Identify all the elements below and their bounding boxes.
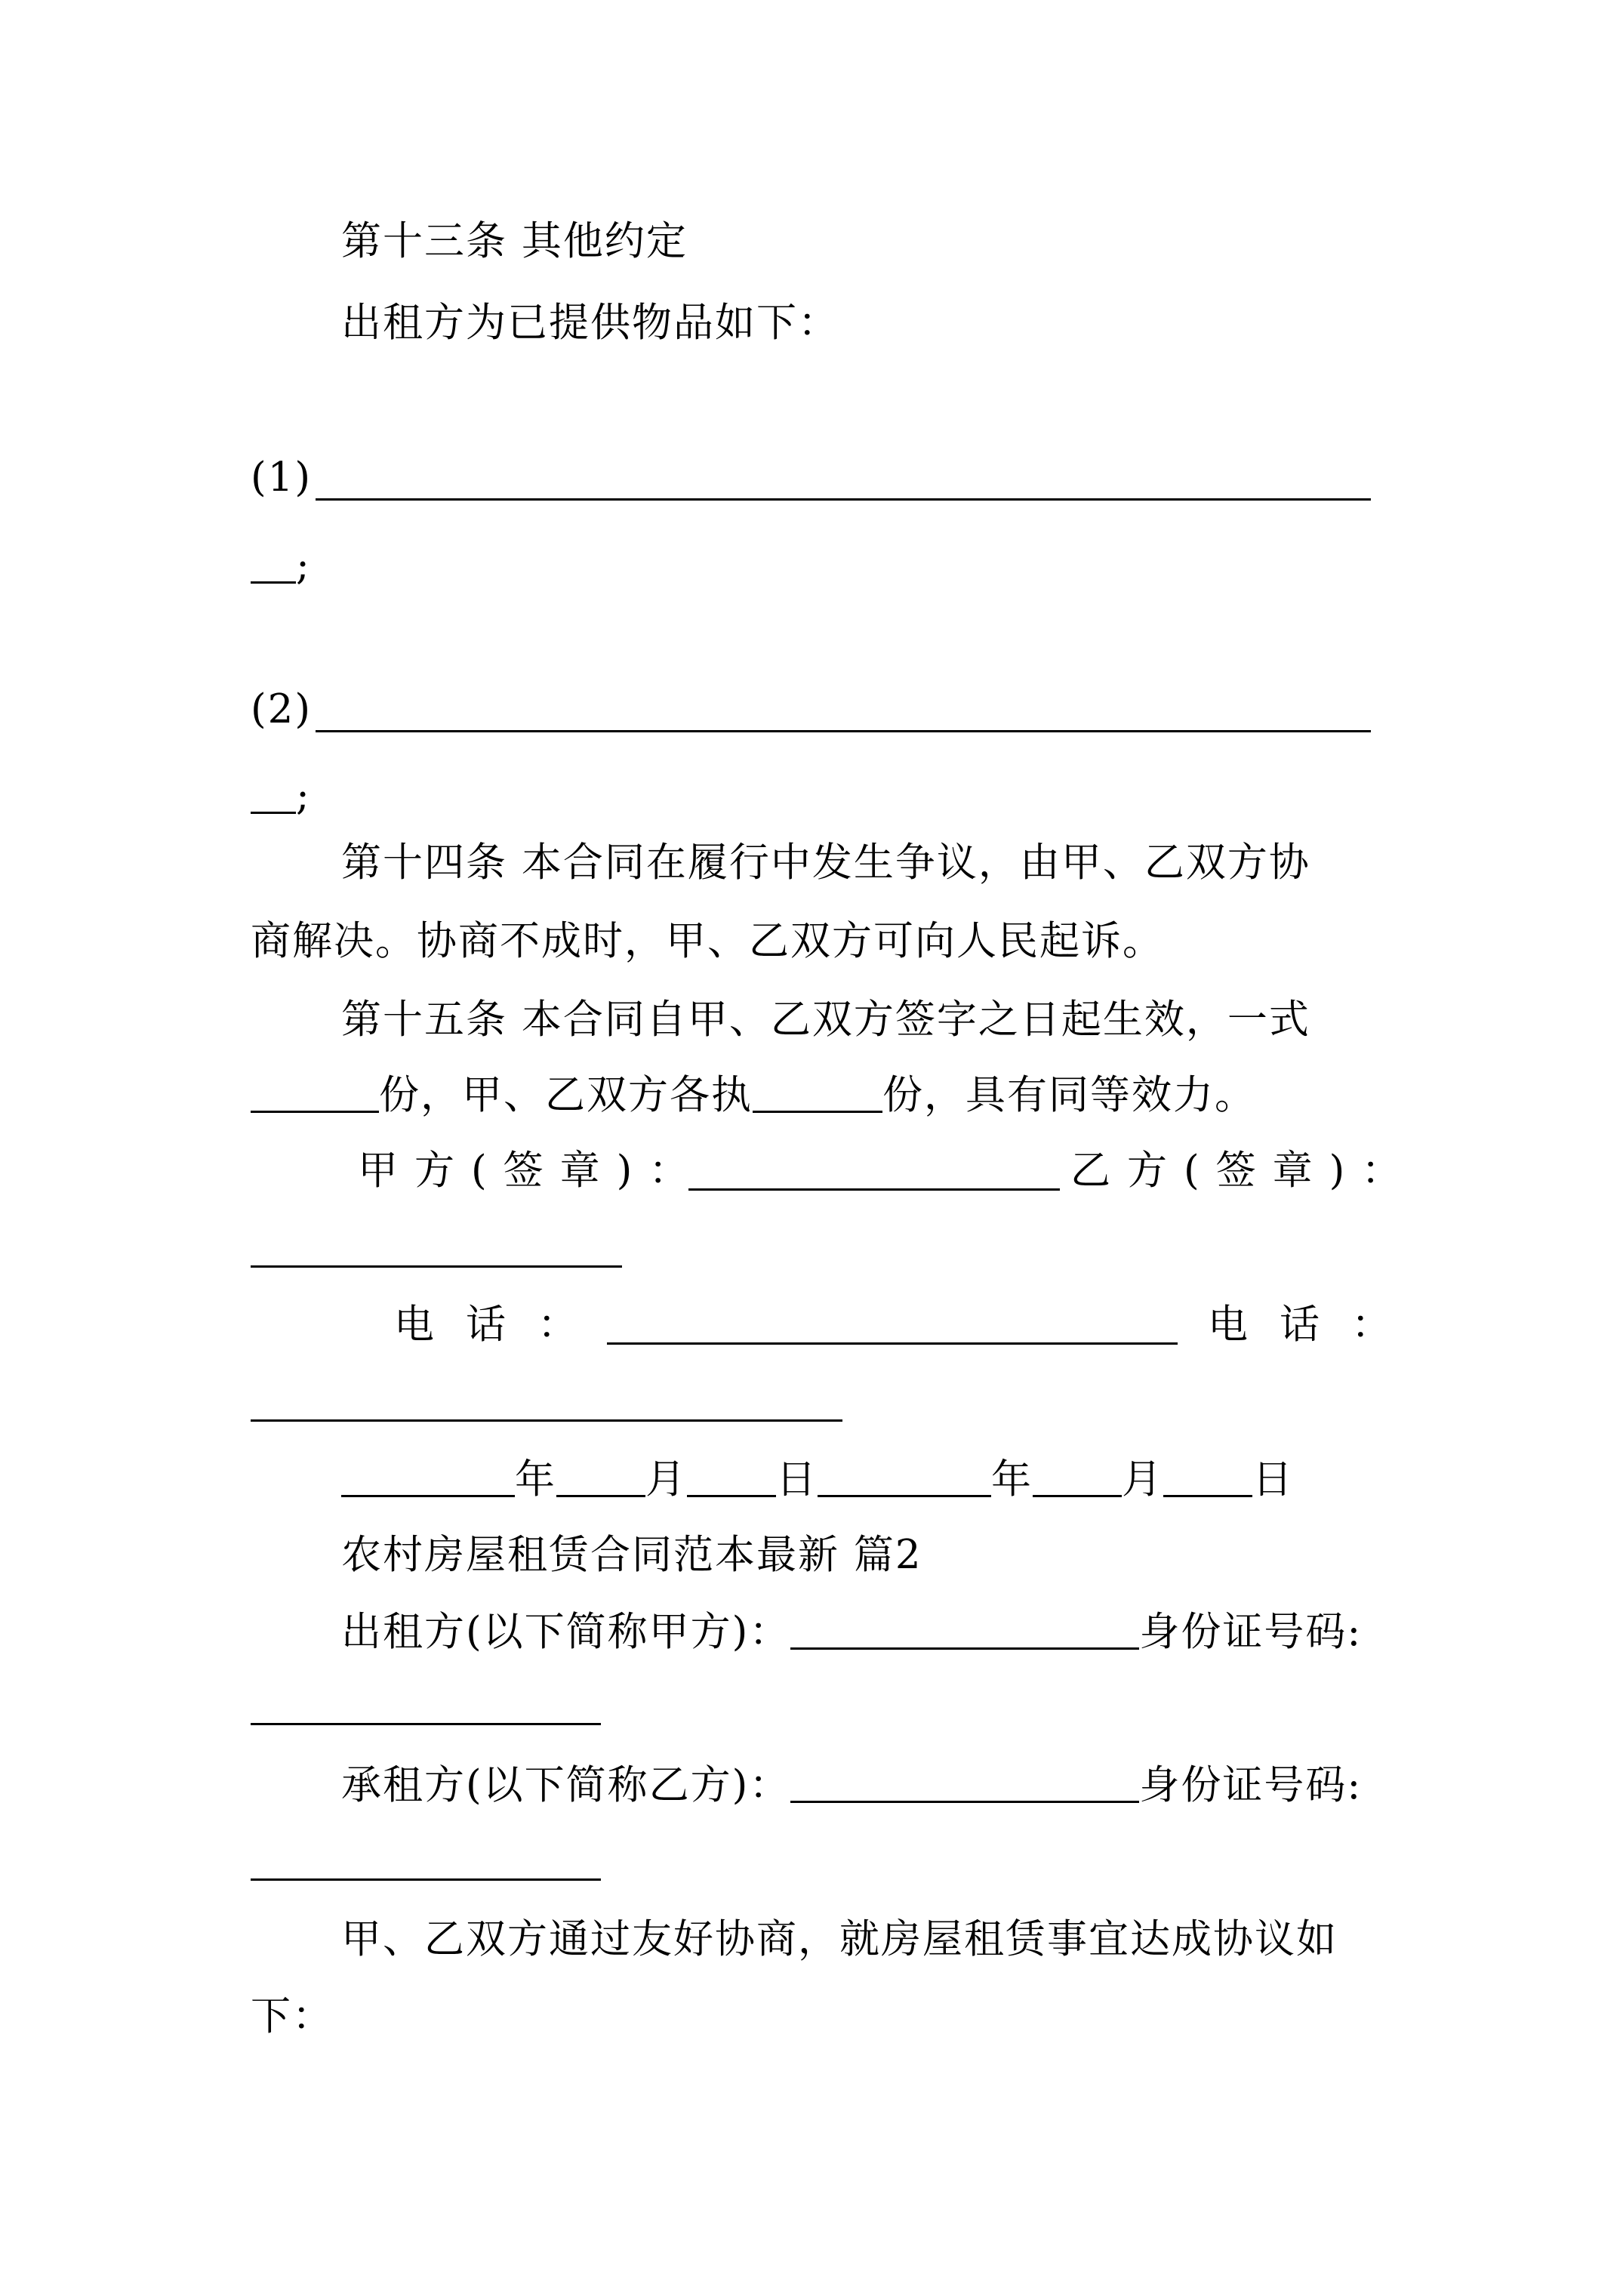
lessee-id-label: 身份证号码:	[1139, 1762, 1363, 1808]
party-a-sign-label: 甲方(签章)：	[358, 1148, 706, 1194]
item-2-label: (2)	[251, 686, 313, 732]
lessor-label: 出租方(以下简称甲方)：	[341, 1609, 791, 1655]
party-b-month-blank	[1033, 1456, 1122, 1497]
party-b-day-label: 日	[1252, 1456, 1294, 1502]
item-2-cont	[251, 770, 311, 823]
party-b-year-label: 年	[991, 1456, 1033, 1502]
party-a-day-blank	[687, 1456, 776, 1497]
lessee-name-blank	[790, 1761, 1139, 1803]
party-b-phone-label: 电话：	[1208, 1302, 1423, 1348]
item-1-cont	[251, 540, 311, 593]
copies-total-blank	[251, 1071, 379, 1113]
party-a-month-blank	[556, 1456, 645, 1497]
party-a-year-blank	[341, 1456, 515, 1497]
item-1-blank	[316, 498, 1371, 501]
item-2-semicolon: ;	[296, 773, 311, 819]
party-b-phone-blank	[251, 1419, 842, 1422]
item-1-label: (1)	[251, 455, 313, 501]
item-1-semicolon: ;	[296, 543, 311, 589]
party-b-sign-label: 乙方(签章)：	[1070, 1148, 1418, 1194]
party-b-sign-blank	[251, 1265, 622, 1268]
agreement-line-2: 下：	[251, 1993, 334, 2039]
lessor-id-label: 身份证号码:	[1139, 1609, 1363, 1655]
lessor-name-blank	[790, 1608, 1139, 1650]
lessor-line	[341, 1606, 1362, 1659]
article-15-line-2	[251, 1069, 1256, 1122]
party-a-month-label: 月	[645, 1456, 687, 1502]
item-1-blank-cont	[251, 542, 296, 584]
item-2-blank-cont	[251, 772, 296, 814]
article-15-part-b: 份，具有同等效力。	[882, 1072, 1256, 1118]
party-b-day-blank	[1163, 1456, 1252, 1497]
party-a-year-label: 年	[515, 1456, 556, 1502]
lessee-id-blank	[251, 1878, 601, 1881]
item-2-blank	[316, 730, 1371, 732]
agreement-line-1: 甲、乙双方通过友好协商，就房屋租赁事宜达成协议如	[341, 1916, 1338, 1962]
party-b-month-label: 月	[1122, 1456, 1163, 1502]
article-14-line-2: 商解决。协商不成时，甲、乙双方可向人民起诉。	[251, 918, 1164, 964]
party-a-day-label: 日	[776, 1456, 818, 1502]
article-13-intro: 出租方为已提供物品如下：	[341, 300, 839, 346]
copies-each-blank	[753, 1071, 882, 1113]
party-a-sign-blank	[688, 1188, 1060, 1191]
part-2-heading: 农村房屋租赁合同范本最新 篇2	[341, 1532, 922, 1578]
article-15-part-a: 份，甲、乙双方各执	[379, 1072, 753, 1118]
signing-dates	[341, 1453, 1294, 1506]
party-a-phone-label: 电话：	[394, 1302, 609, 1348]
article-15-line-1: 第十五条 本合同自甲、乙双方签字之日起生效，一式	[341, 997, 1310, 1043]
article-14-line-1: 第十四条 本合同在履行中发生争议，由甲、乙双方协	[341, 840, 1310, 886]
lessee-label: 承租方(以下简称乙方)：	[341, 1762, 791, 1808]
party-b-year-blank	[818, 1456, 991, 1497]
article-13-title: 第十三条 其他约定	[341, 218, 688, 264]
party-a-phone-blank	[607, 1342, 1178, 1345]
lessee-line	[341, 1759, 1362, 1812]
lessor-id-blank	[251, 1723, 601, 1725]
